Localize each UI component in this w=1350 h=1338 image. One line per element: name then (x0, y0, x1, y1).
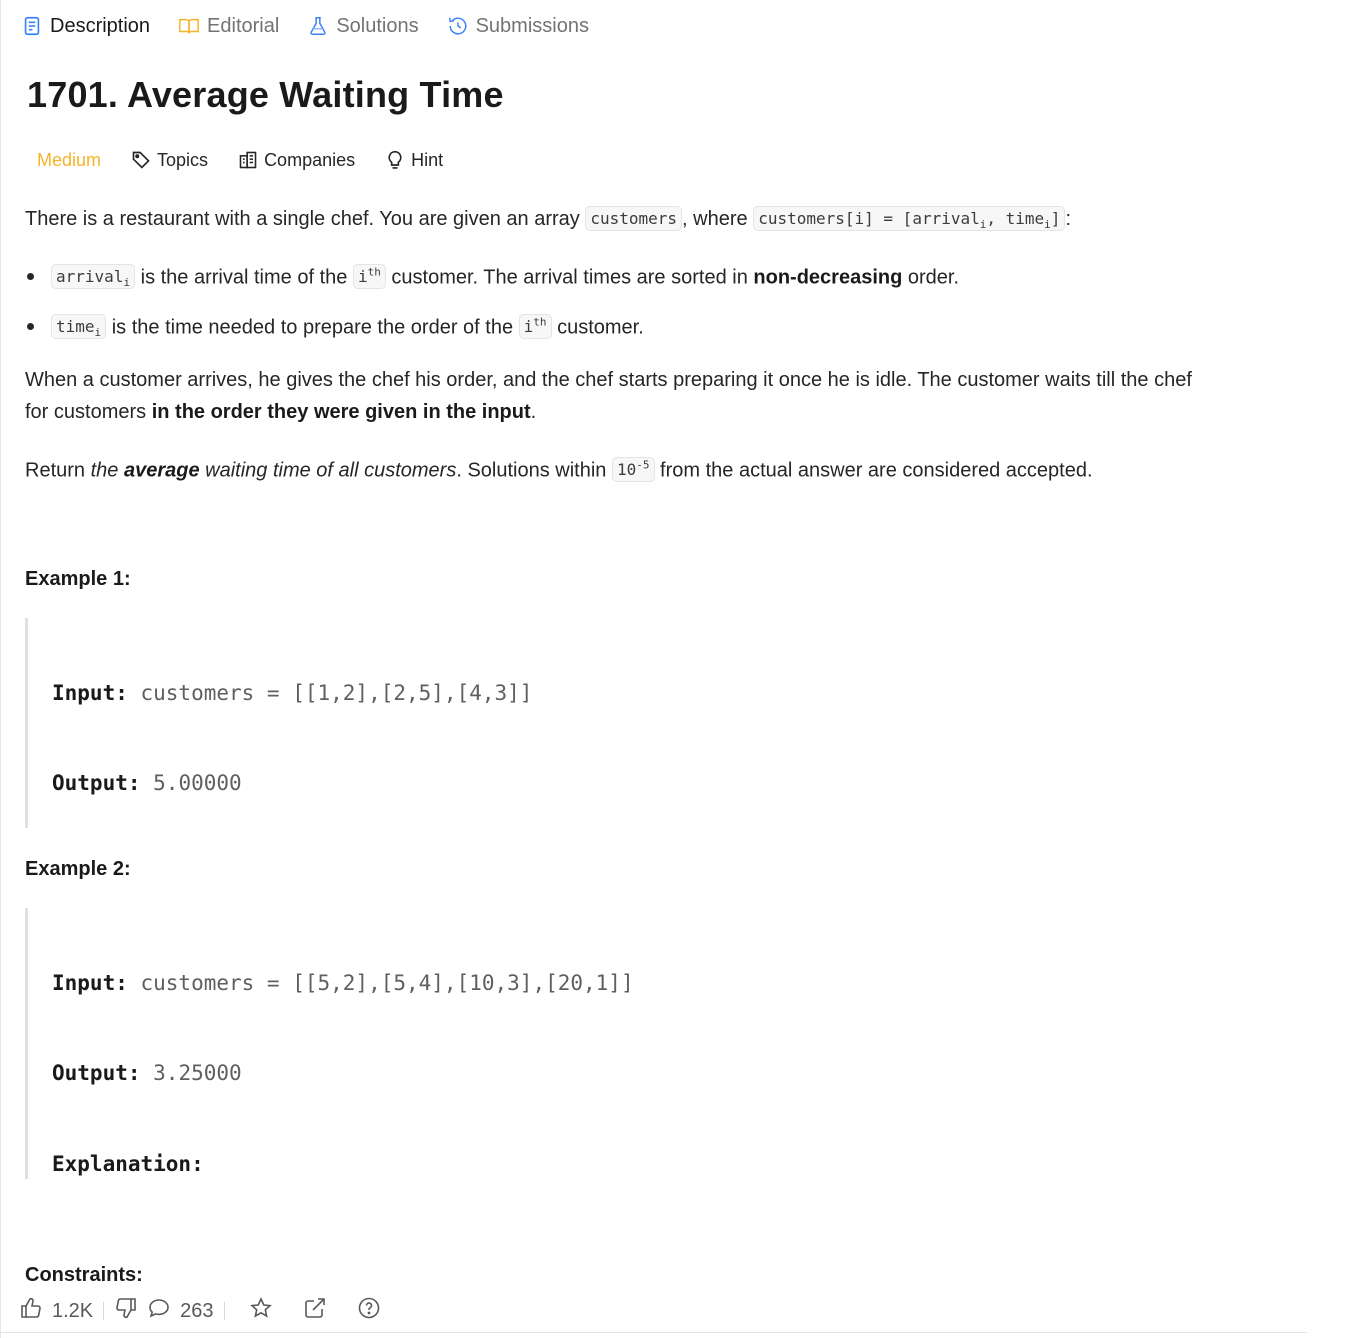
dislike-button[interactable] (114, 1296, 138, 1326)
statement-text: from the actual answer are considered accepted. (654, 459, 1093, 482)
example-2-block (25, 908, 1325, 1179)
output-value: 3.25000 (140, 1061, 242, 1086)
statement-text: for customers (25, 401, 152, 423)
input-value: customers = [[1,2],[2,5],[4,3]] (127, 681, 533, 706)
code-text: i (357, 267, 368, 287)
bullet-text: order. (902, 266, 960, 289)
statement-text: , where (682, 208, 754, 230)
code-ith (519, 314, 552, 339)
statement-text: . Solutions within (456, 459, 612, 482)
constraints-heading: Constraints: (25, 1264, 143, 1284)
italic-text: waiting time of all customers (199, 459, 457, 482)
input-value: customers = [[5,2],[5,4],[10,3],[20,1]] (127, 971, 634, 996)
problem-description (25, 52, 1325, 1284)
code-text: time (56, 317, 95, 337)
bold-text: non-decreasing (753, 266, 903, 289)
comments-button[interactable] (147, 1296, 213, 1326)
code-subscript: i (1044, 218, 1051, 232)
hint-label: Hint (411, 149, 444, 170)
history-icon (447, 15, 469, 37)
code-time (51, 314, 106, 339)
lightbulb-icon (385, 150, 405, 170)
statement-line (25, 396, 1192, 428)
tab-description[interactable] (21, 0, 150, 52)
code-arrival (51, 264, 135, 289)
statement-text: Return (25, 459, 91, 482)
statement-text: . (530, 401, 537, 423)
bold-italic-text: average (123, 459, 200, 482)
difficulty-badge: Medium (37, 149, 102, 170)
input-label: Input: (52, 681, 128, 706)
statement-paragraph-2 (25, 364, 1192, 428)
code-subscript: i (979, 218, 987, 232)
code-ith (353, 264, 386, 289)
bullet-arrival (25, 258, 959, 301)
statement-text: There is a restaurant with a single chef. You are given an array (25, 208, 586, 230)
code-subscript: i (94, 326, 102, 340)
code-text: arrival (56, 267, 124, 287)
problem-title: 1701. Average Waiting Time (27, 74, 504, 115)
example-1-block (25, 618, 1325, 828)
like-button[interactable] (19, 1296, 93, 1326)
tab-bar (1, 0, 1350, 52)
code-text: ] (1050, 209, 1061, 228)
bullet-dot (27, 273, 34, 280)
description-icon (21, 15, 43, 37)
code-tolerance (612, 457, 655, 482)
bold-text: in the order they were given in the input (151, 401, 531, 423)
statement-text: When a customer arrives, he gives the chef his order, and the chef starts preparing it once he is idle. The customer waits till the chef (25, 369, 1192, 391)
comment-icon (147, 1296, 171, 1326)
building-icon (238, 150, 258, 170)
statement-paragraph-3 (25, 451, 1093, 487)
code-text: i (523, 317, 534, 337)
star-icon (249, 1296, 273, 1326)
action-footer (1, 1284, 1350, 1338)
topics-badge[interactable] (131, 145, 208, 175)
tab-description-label: Description (50, 14, 151, 37)
companies-label: Companies (264, 149, 356, 170)
example-input (52, 968, 1325, 998)
problem-badges (25, 145, 473, 175)
like-count: 1.2K (52, 1299, 94, 1322)
italic-text: the (90, 459, 124, 482)
hint-badge[interactable] (385, 145, 443, 175)
code-subscript: i (123, 276, 131, 290)
comment-count: 263 (180, 1299, 214, 1322)
bullet-text: is the time needed to prepare the order of the (106, 316, 519, 339)
tag-icon (131, 150, 151, 170)
tab-editorial[interactable] (178, 0, 279, 52)
tab-solutions-label: Solutions (336, 14, 419, 37)
output-value: 5.00000 (140, 771, 242, 796)
explanation-label: Explanation: (52, 1151, 204, 1176)
bullet-text: customer. (551, 316, 644, 339)
input-label: Input: (52, 971, 128, 996)
bullet-text: is the arrival time of the (135, 266, 353, 289)
tab-solutions[interactable] (307, 0, 418, 52)
tab-editorial-label: Editorial (207, 14, 280, 37)
bullet-text: customer. The arrival times are sorted in (385, 266, 754, 289)
share-icon (303, 1296, 327, 1326)
divider (224, 1302, 225, 1320)
help-button[interactable] (357, 1296, 381, 1326)
code-text: customers[i] = [arrival (758, 209, 980, 228)
statement-paragraph-1 (25, 203, 1071, 242)
divider (142, 1302, 143, 1320)
book-icon (178, 15, 200, 37)
panel-bottom-border (1, 1332, 1307, 1333)
tab-submissions[interactable] (447, 0, 589, 52)
code-text: , time (986, 209, 1045, 228)
example-input (52, 678, 1325, 708)
output-label: Output: (52, 771, 141, 796)
example-output (52, 768, 1325, 798)
code-superscript: th (367, 266, 381, 279)
thumbs-down-icon (114, 1296, 138, 1326)
statement-text: : (1065, 208, 1071, 230)
flask-icon (307, 15, 329, 37)
example-2-heading: Example 2: (25, 858, 131, 880)
tab-submissions-label: Submissions (475, 14, 589, 37)
example-output (52, 1058, 1325, 1088)
divider (103, 1302, 104, 1320)
code-superscript: -5 (636, 459, 650, 472)
code-superscript: th (533, 316, 547, 329)
favorite-button[interactable] (249, 1296, 273, 1326)
code-text: 10 (616, 460, 637, 480)
share-button[interactable] (303, 1296, 327, 1326)
code-customers-i (753, 206, 1065, 231)
thumbs-up-icon (19, 1296, 43, 1326)
example-1-heading: Example 1: (25, 568, 131, 590)
topics-label: Topics (157, 149, 209, 170)
output-label: Output: (52, 1061, 141, 1086)
bullet-dot (27, 323, 34, 330)
help-icon (357, 1296, 381, 1326)
bullet-time (25, 308, 644, 351)
companies-badge[interactable] (238, 145, 355, 175)
code-customers: customers (585, 206, 682, 231)
